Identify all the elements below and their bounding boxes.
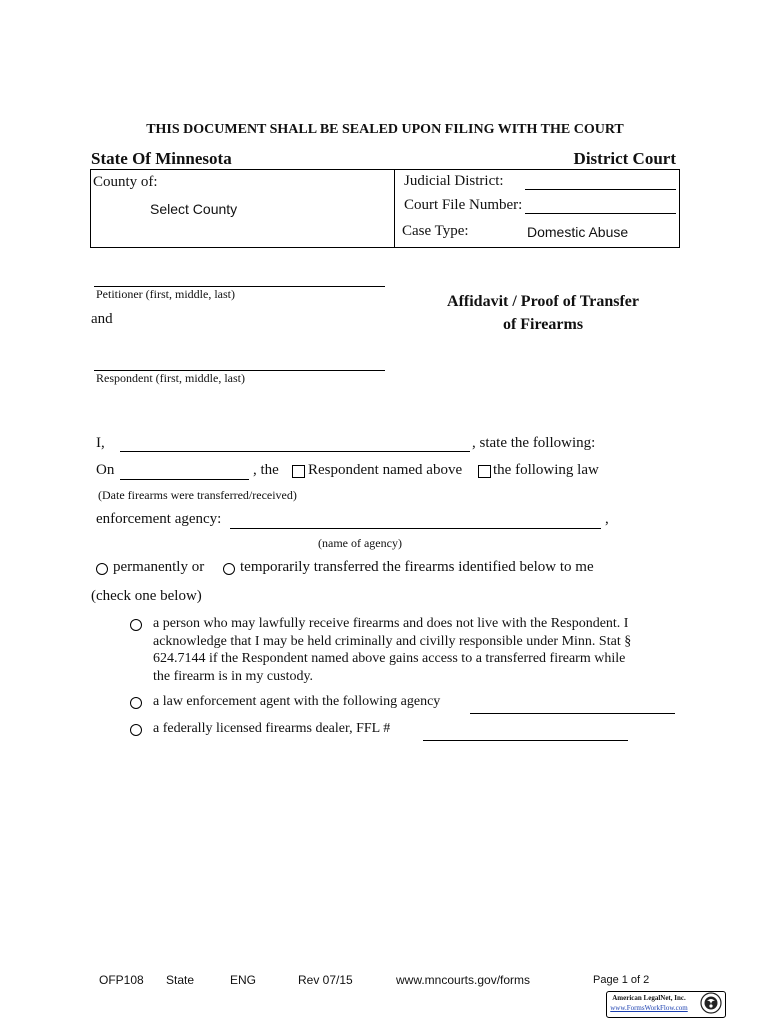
form-title	[400, 290, 686, 336]
case-type-value: Domestic Abuse	[527, 224, 629, 240]
agency-caption: (name of agency)	[318, 536, 402, 550]
date-caption: (Date firearms were transferred/received)	[98, 488, 297, 502]
option-agent-radio[interactable]	[130, 697, 142, 709]
footer-form-code: OFP108	[99, 973, 144, 987]
permanently-text: permanently or	[113, 559, 205, 575]
footer-page: Page 1 of 2	[593, 974, 650, 986]
footer-lang: ENG	[230, 973, 257, 987]
ffl-number-field[interactable]	[423, 740, 628, 741]
law-enforcement-checkbox[interactable]	[478, 465, 491, 478]
agency-name-field[interactable]	[230, 528, 601, 529]
county-label: County of:	[93, 174, 158, 190]
option-person-line4: the firearm is in my custody.	[153, 668, 314, 684]
option-person-line1: a person who may lawfully receive firearms and does not live with the Respondent. I	[153, 616, 629, 631]
judicial-district-label: Judicial District:	[404, 173, 504, 189]
comma-text: ,	[605, 511, 609, 527]
temporarily-text: temporarily transferred the firearms identified below to me	[240, 559, 594, 575]
respondent-checkbox[interactable]	[292, 465, 305, 478]
state-following-text: , state the following:	[472, 435, 596, 451]
sealed-notice: THIS DOCUMENT SHALL BE SEALED UPON FILING WITH THE COURT	[146, 122, 624, 137]
and-text: and	[91, 311, 113, 327]
judicial-district-field[interactable]	[525, 189, 676, 190]
enforcement-agency-label: enforcement agency:	[96, 511, 222, 527]
check-one-text: (check one below)	[91, 588, 202, 604]
temporarily-radio[interactable]	[223, 563, 235, 575]
court-title: District Court	[573, 149, 676, 168]
option-person-line3: 624.7144 if the Respondent named above gains access to a transferred firearm while	[153, 651, 626, 666]
respondent-named-above-text: Respondent named above	[308, 462, 463, 478]
state-title: State Of Minnesota	[91, 149, 232, 168]
following-law-text: the following law	[493, 462, 599, 478]
option-dealer-text: a federally licensed firearms dealer, FFL #	[153, 721, 391, 736]
i-text: I,	[96, 435, 105, 451]
on-text: On	[96, 462, 115, 478]
transfer-date-field[interactable]	[120, 479, 249, 480]
court-file-number-field[interactable]	[525, 213, 676, 214]
option-dealer-radio[interactable]	[130, 724, 142, 736]
respondent-label: Respondent (first, middle, last)	[96, 371, 245, 385]
footer-state: State	[166, 973, 195, 987]
form-title-line1: Affidavit / Proof of Transfer	[447, 293, 639, 310]
case-box-divider	[394, 169, 395, 247]
court-file-number-label: Court File Number:	[404, 197, 523, 213]
option-person-text	[153, 615, 631, 685]
option-person-radio[interactable]	[130, 619, 142, 631]
the-text: , the	[253, 462, 279, 478]
option-agent-text: a law enforcement agent with the following agency	[153, 694, 441, 709]
case-type-label: Case Type:	[402, 223, 469, 239]
footer-url: www.mncourts.gov/forms	[396, 973, 531, 987]
publisher-logo-icon	[700, 992, 722, 1014]
permanently-radio[interactable]	[96, 563, 108, 575]
county-select[interactable]: Select County	[150, 201, 238, 217]
petitioner-label: Petitioner (first, middle, last)	[96, 287, 235, 301]
publisher-link[interactable]: www.FormsWorkFlow.com	[610, 1004, 688, 1012]
agent-agency-field[interactable]	[470, 713, 675, 714]
form-title-line2: of Firearms	[502, 316, 584, 333]
affiant-name-field[interactable]	[120, 451, 470, 452]
option-person-line2: acknowledge that I may be held criminally and civilly responsible under Minn. Stat §	[153, 633, 632, 649]
publisher-name: American LegalNet, Inc.	[612, 994, 686, 1002]
footer-rev: Rev 07/15	[298, 973, 353, 987]
